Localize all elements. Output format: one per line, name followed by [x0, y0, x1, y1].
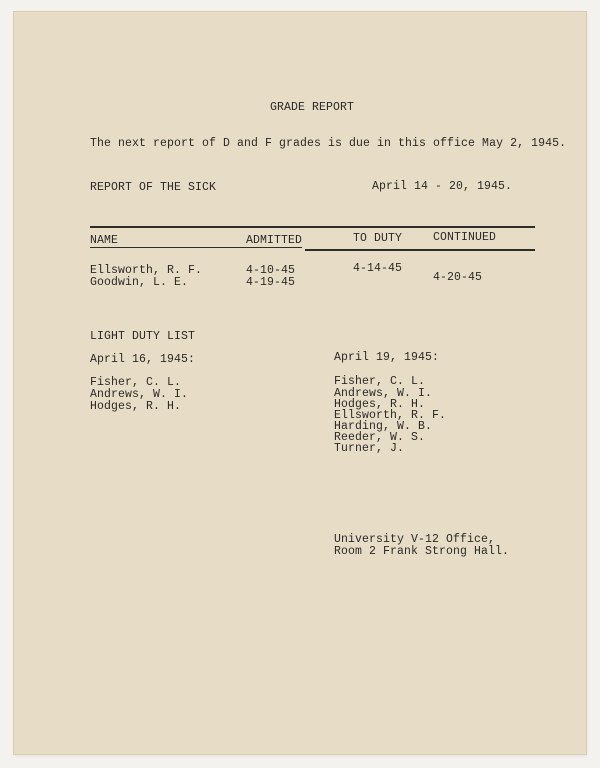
list-item: Fisher, C. L.: [90, 376, 182, 389]
table-row-1-name: Ellsworth, R. F.: [90, 264, 203, 277]
table-header-rule-left: [90, 247, 302, 248]
list-item: Andrews, W. I.: [90, 388, 189, 401]
office-line-2: Room 2 Frank Strong Hall.: [334, 545, 510, 558]
sick-report-date-range: April 14 - 20, 1945.: [372, 180, 513, 193]
column-header-name: NAME: [90, 234, 119, 247]
table-row-2-admitted: 4-19-45: [246, 276, 296, 289]
light-duty-date-2: April 19, 1945:: [334, 351, 440, 364]
table-row-1-to-duty: 4-14-45: [353, 262, 403, 275]
list-item: Harding, W. B.: [334, 420, 433, 433]
office-line-1: University V-12 Office,: [334, 533, 496, 546]
table-row-2-continued: 4-20-45: [433, 271, 483, 284]
page-title: GRADE REPORT: [270, 101, 355, 114]
column-header-continued: CONTINUED: [433, 231, 497, 244]
table-row-1-admitted: 4-10-45: [246, 264, 296, 277]
table-top-rule: [90, 226, 535, 228]
list-item: Ellsworth, R. F.: [334, 409, 447, 422]
light-duty-title: LIGHT DUTY LIST: [90, 330, 196, 343]
light-duty-date-1: April 16, 1945:: [90, 353, 196, 366]
list-item: Hodges, R. H.: [334, 398, 426, 411]
table-header-rule-right: [305, 249, 535, 251]
table-row-2-name: Goodwin, L. E.: [90, 276, 189, 289]
list-item: Fisher, C. L.: [334, 375, 426, 388]
list-item: Hodges, R. H.: [90, 400, 182, 413]
sick-report-title: REPORT OF THE SICK: [90, 181, 217, 194]
list-item: Andrews, W. I.: [334, 387, 433, 400]
list-item: Reeder, W. S.: [334, 431, 426, 444]
list-item: Turner, J.: [334, 442, 405, 455]
column-header-admitted: ADMITTED: [246, 234, 303, 247]
column-header-to-duty: TO DUTY: [353, 232, 403, 245]
grade-report-notice: The next report of D and F grades is due in this office May 2, 1945.: [90, 137, 567, 150]
